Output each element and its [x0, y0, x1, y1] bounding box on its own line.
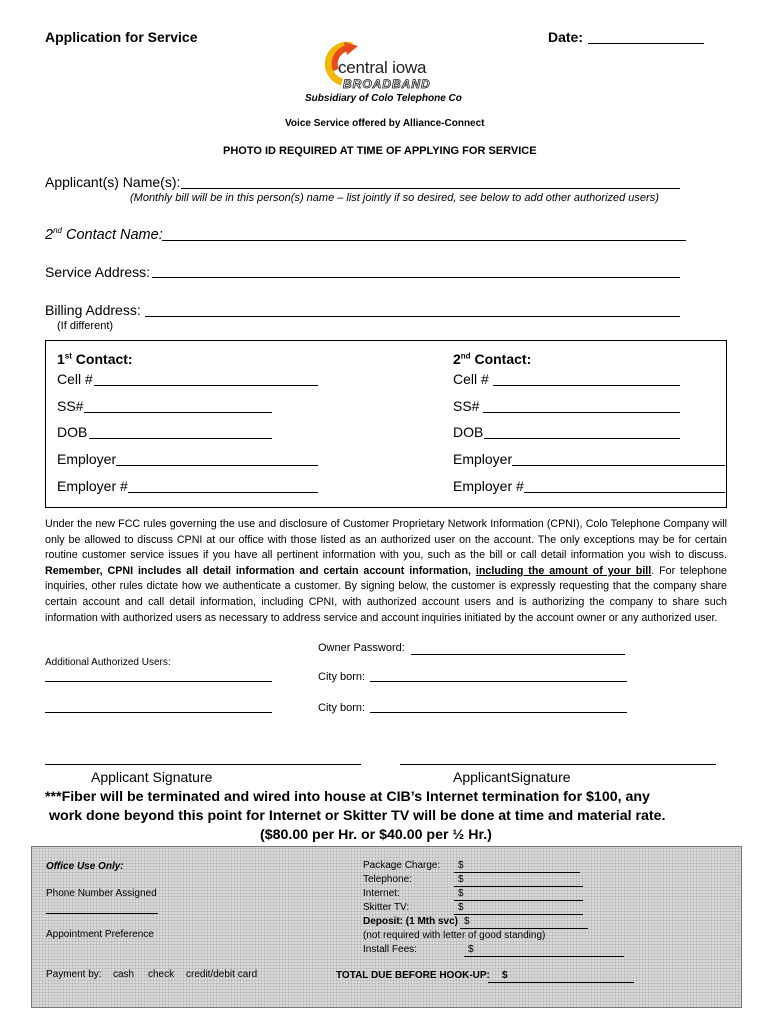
- skitter-field[interactable]: [454, 914, 583, 915]
- first-contact-title-text: Contact:: [71, 351, 133, 367]
- package-charge-dollar: $: [458, 860, 464, 871]
- second-contact-dob-field[interactable]: [484, 438, 680, 439]
- first-contact-employer-no-label: Employer #: [57, 478, 128, 494]
- service-address-field[interactable]: [152, 277, 680, 278]
- fiber-notice-line3: ($80.00 per Hr. or $40.00 per ½ Hr.): [260, 827, 492, 843]
- second-contact-name-label: [45, 226, 163, 243]
- total-due-label: TOTAL DUE BEFORE HOOK-UP:: [336, 970, 490, 981]
- internet-dollar: $: [458, 888, 464, 899]
- telephone-dollar: $: [458, 874, 464, 885]
- payment-cash-option[interactable]: cash: [113, 969, 135, 980]
- deposit-field[interactable]: [460, 928, 588, 929]
- city-born-1-field[interactable]: [370, 681, 627, 682]
- billing-address-field[interactable]: [145, 316, 680, 317]
- first-contact-ordinal: 1: [57, 351, 65, 367]
- contacts-box: [45, 340, 727, 508]
- cpni-text-1: Under the new FCC rules governing the use and disclosure of Customer Proprietary Network Information (CPNI), Colo Telephone Company will only be allowed to discuss CPNI at our office with those listed as an authorized user on the account. The only exceptions may be for certain routine customer service issues if you have all pertinent information with you, such as the bill or call detail information you wish to discuss.: [45, 518, 727, 562]
- second-contact-employer-label: Employer: [453, 451, 513, 467]
- date-field[interactable]: [588, 43, 704, 44]
- cpni-text-bold: Remember, CPNI includes all detail information and certain account information,: [45, 564, 476, 577]
- package-charge-field[interactable]: [454, 872, 580, 873]
- total-due-field[interactable]: [488, 982, 634, 983]
- city-born-1-label: City born:: [318, 671, 366, 683]
- owner-password-field[interactable]: [411, 654, 625, 655]
- billing-address-note: (If different): [57, 320, 114, 332]
- city-born-2-label: City born:: [318, 702, 366, 714]
- second-contact-title: [453, 351, 531, 367]
- logo-text-line2: BROADBAND: [343, 77, 431, 91]
- photo-id-notice: PHOTO ID REQUIRED AT TIME OF APPLYING FOR SERVICE: [223, 145, 537, 157]
- install-fees-dollar: $: [468, 944, 474, 955]
- second-contact-box-ordinal: 2: [453, 351, 461, 367]
- first-contact-ss-field[interactable]: [84, 412, 272, 413]
- billing-address-label: Billing Address:: [45, 302, 141, 318]
- cpni-text-underline: including the amount of your bill: [475, 564, 652, 577]
- phone-assigned-field[interactable]: [46, 913, 158, 914]
- voice-service-text: Voice Service offered by Alliance-Connect: [285, 118, 485, 129]
- payment-label: Payment by:: [46, 969, 102, 980]
- appointment-label: Appointment Preference: [46, 929, 154, 940]
- install-fees-label: Install Fees:: [363, 944, 417, 955]
- cpni-text-2: . For telephone inquiries, other rules dictate how we authenticate a customer. By signing below, the customer is expressly requesting that the company share certain account and call detail information, including CPNI, with authorized account users and is authorizing the company to share such information with authorized users as necessary to address service and account inquiries initiated by the account owner or any authorized user.: [45, 564, 727, 624]
- skitter-label: Skitter TV:: [363, 902, 410, 913]
- payment-card-option[interactable]: credit/debit card: [186, 969, 258, 980]
- first-contact-employer-field[interactable]: [116, 465, 318, 466]
- fiber-notice-line1: ***Fiber will be terminated and wired into house at CIB’s Internet termination for $100, any: [45, 789, 650, 805]
- fiber-notice-line2: work done beyond this point for Internet or Skitter TV will be done at time and material rate.: [49, 808, 666, 824]
- telephone-field[interactable]: [454, 886, 583, 887]
- second-contact-employer-field[interactable]: [512, 465, 725, 466]
- additional-user-1-field[interactable]: [45, 681, 272, 682]
- first-contact-cell-label: Cell #: [57, 371, 93, 387]
- office-use-box: [31, 846, 742, 1008]
- second-contact-ss-label: SS#: [453, 398, 480, 414]
- internet-label: Internet:: [363, 888, 400, 899]
- form-title: Application for Service: [45, 29, 198, 45]
- applicant-name-field[interactable]: [181, 188, 680, 189]
- second-contact-name-field[interactable]: [162, 240, 686, 241]
- subsidiary-text: Subsidiary of Colo Telephone Co: [305, 93, 462, 104]
- second-contact-employer-no-field[interactable]: [524, 492, 725, 493]
- second-contact-sup: nd: [53, 226, 62, 235]
- first-contact-title: [57, 351, 133, 367]
- service-address-label: Service Address:: [45, 264, 151, 280]
- first-contact-dob-field[interactable]: [89, 438, 272, 439]
- package-charge-label: Package Charge:: [363, 860, 441, 871]
- logo-text-line1: central iowa: [338, 58, 427, 77]
- applicant-signature-2-label: ApplicantSignature: [453, 769, 571, 785]
- office-use-title: Office Use Only:: [46, 861, 124, 872]
- date-label: Date:: [548, 29, 584, 45]
- second-contact-ordinal: 2: [45, 226, 54, 243]
- applicant-signature-1-label: Applicant Signature: [91, 769, 213, 785]
- owner-password-label: Owner Password:: [318, 642, 405, 654]
- first-contact-employer-label: Employer: [57, 451, 117, 467]
- internet-field[interactable]: [454, 900, 583, 901]
- additional-user-2-field[interactable]: [45, 712, 272, 713]
- second-contact-ss-field[interactable]: [483, 412, 680, 413]
- applicant-note: (Monthly bill will be in this person(s) name – list jointly if so desired, see below to add other authorized users): [130, 192, 659, 204]
- second-contact-employer-no-label: Employer #: [453, 478, 524, 494]
- deposit-dollar: $: [464, 916, 470, 927]
- deposit-label: Deposit: (1 Mth svc): [363, 916, 459, 927]
- second-contact-label-text: Contact Name:: [61, 226, 163, 243]
- second-contact-cell-field[interactable]: [493, 385, 680, 386]
- applicant-signature-2-field[interactable]: [400, 764, 716, 765]
- city-born-2-field[interactable]: [370, 712, 627, 713]
- install-fees-field[interactable]: [464, 956, 624, 957]
- first-contact-sup: st: [64, 351, 72, 361]
- first-contact-ss-label: SS#: [57, 398, 84, 414]
- applicant-signature-1-field[interactable]: [45, 764, 361, 765]
- second-contact-dob-label: DOB: [453, 424, 484, 440]
- first-contact-employer-no-field[interactable]: [128, 492, 318, 493]
- second-contact-title-text: Contact:: [470, 351, 532, 367]
- payment-check-option[interactable]: check: [148, 969, 175, 980]
- second-contact-cell-label: Cell #: [453, 371, 489, 387]
- phone-assigned-label: Phone Number Assigned: [46, 888, 157, 899]
- telephone-label: Telephone:: [363, 874, 412, 885]
- cpni-paragraph: [45, 517, 727, 626]
- first-contact-cell-field[interactable]: [94, 385, 318, 386]
- applicant-name-label: Applicant(s) Name(s):: [45, 174, 181, 190]
- total-due-dollar: $: [502, 970, 508, 981]
- skitter-dollar: $: [458, 902, 464, 913]
- second-contact-box-sup: nd: [460, 351, 471, 361]
- deposit-note: (not required with letter of good standing): [363, 930, 546, 941]
- additional-users-label: Additional Authorized Users:: [45, 657, 171, 668]
- first-contact-dob-label: DOB: [57, 424, 88, 440]
